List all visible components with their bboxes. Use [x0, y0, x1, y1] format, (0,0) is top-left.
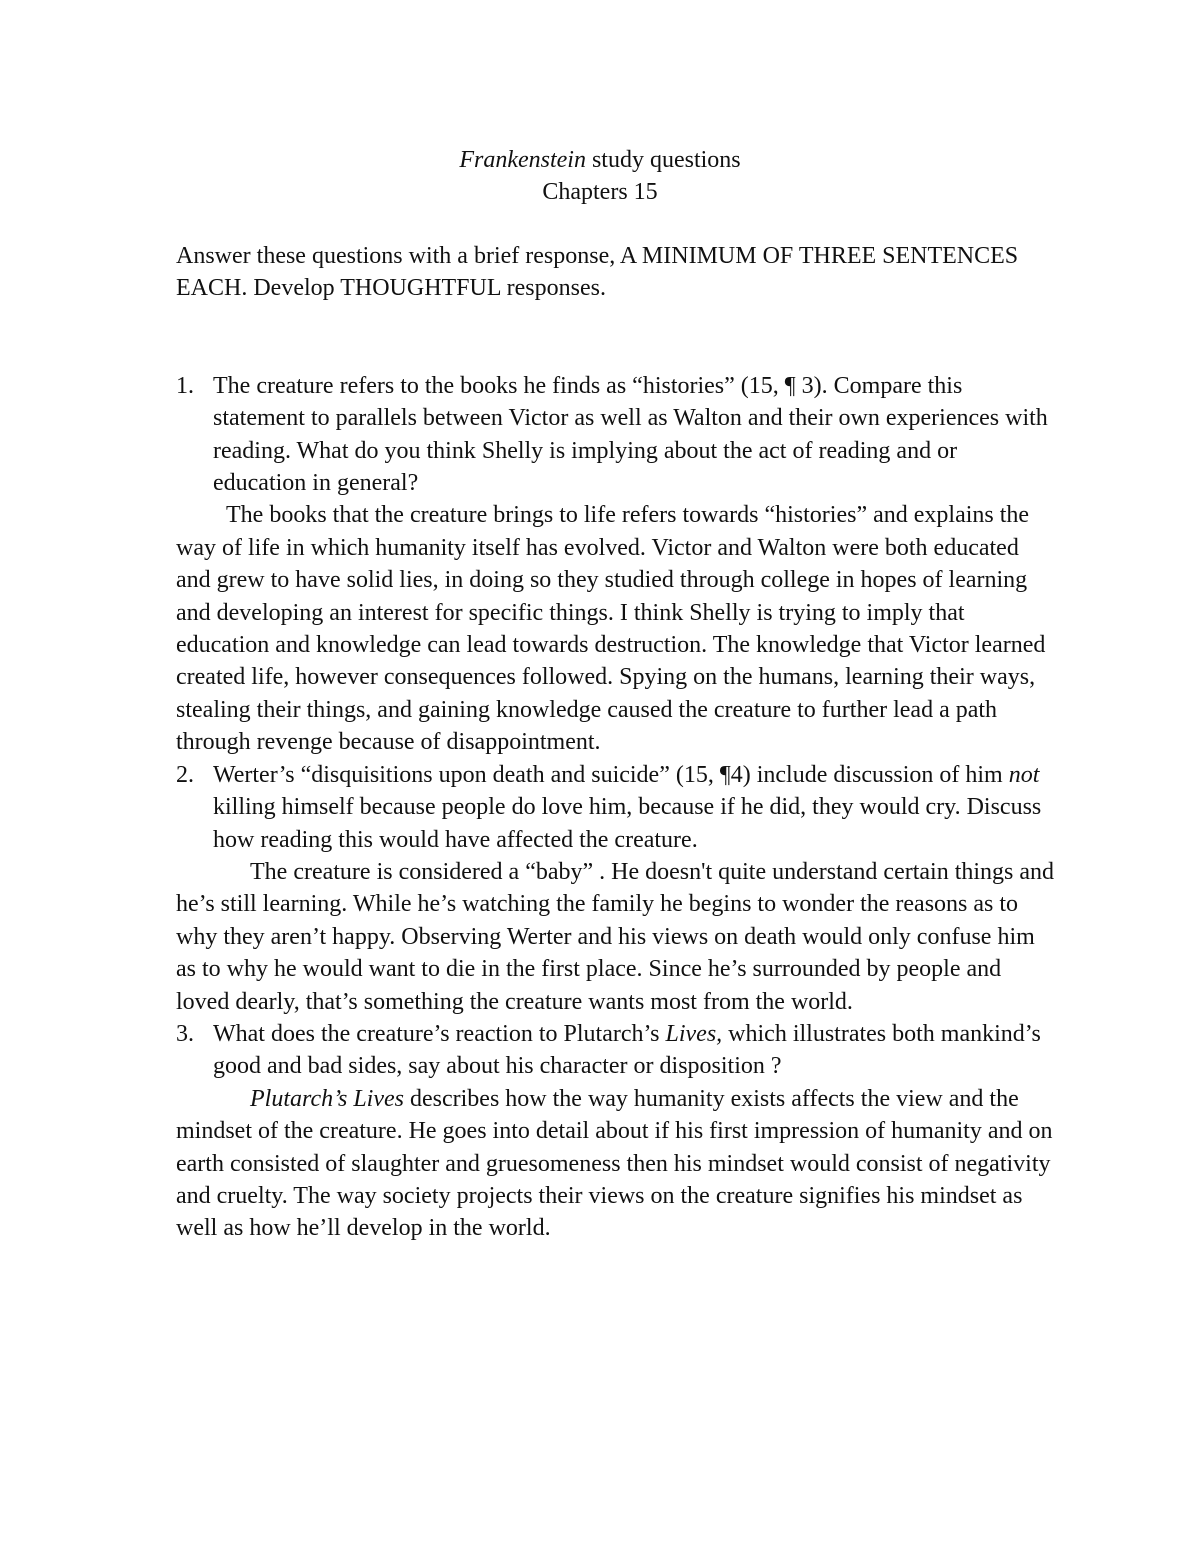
question-text-part: which illustrates both mankind’s good and bad sides, say about his character or disposition ?	[213, 1020, 1041, 1080]
answer-text: describes how the way humanity exists affects the view and the mindset of the creature. He goes into detail about if his first impression of humanity and on earth consisted of slaughter and gruesomeness then his mindset would consist of negativity and cruelty. The way society projects their views on the creature signifies his mindset as well as how he’ll develop in the world.	[176, 1085, 1053, 1242]
document-title	[0, 144, 1200, 176]
question-text	[213, 762, 1041, 853]
question-number: 1.	[176, 372, 194, 399]
question-text: The creature refers to the books he finds as “histories” (15, ¶ 3). Compare this statement to parallels between Victor as well as Walton and their own experiences with reading. What do you think Shelly is implying about the act of reading and or education in general?	[213, 372, 1048, 497]
question-1	[176, 370, 1056, 500]
question-number: 2.	[176, 761, 194, 788]
answer-3	[176, 1083, 1056, 1245]
question-text-part: What does the creature’s reaction to Plutarch’s	[213, 1020, 666, 1047]
question-text-part: Werter’s “disquisitions upon death and suicide” (15, ¶4) include discussion of him	[213, 761, 1009, 788]
question-number: 3.	[176, 1020, 194, 1047]
instructions: Answer these questions with a brief response, A MINIMUM OF THREE SENTENCES EACH. Develop THOUGHTFUL responses.	[176, 243, 1019, 302]
question-3	[176, 1018, 1056, 1083]
book-title: Frankenstein	[459, 147, 586, 173]
document-body	[176, 240, 1056, 1245]
document-subtitle: Chapters 15	[542, 179, 658, 205]
question-text-italic: Lives,	[665, 1020, 723, 1047]
question-text-part: killing himself because people do love him, because if he did, they would cry. Discuss how reading this would have affected the creature.	[213, 794, 1042, 853]
answer-1: The books that the creature brings to life refers towards “histories” and explains the way of life in which humanity itself has evolved. Victor and Walton were both educated and grew to have solid lies, in doing so they studied through college in hopes of learning and developing an interest for specific things. I think Shelly is trying to imply that education and knowledge can lead towards destruction. The knowledge that Victor learned created life, however consequences followed. Spying on the humans, learning their ways, stealing their things, and gaining knowledge caused the creature to further lead a path through revenge because of disappointment.	[176, 502, 1046, 756]
answer-2: The creature is considered a “baby” . He doesn't quite understand certain things and he’s still learning. While he’s watching the family he begins to wonder the reasons as to why they aren’t happy. Observing Werter and his views on death would only confuse him as to why he would want to die in the first place. Since he’s surrounded by people and loved dearly, that’s something the creature wants most from the world.	[176, 858, 1055, 1015]
title-block	[0, 144, 1200, 208]
question-text	[213, 1021, 1041, 1079]
title-suffix: study questions	[585, 147, 741, 173]
question-2	[176, 759, 1056, 856]
answer-book-title: Plutarch’s Lives	[250, 1085, 404, 1112]
question-text-italic: not	[1008, 761, 1040, 788]
